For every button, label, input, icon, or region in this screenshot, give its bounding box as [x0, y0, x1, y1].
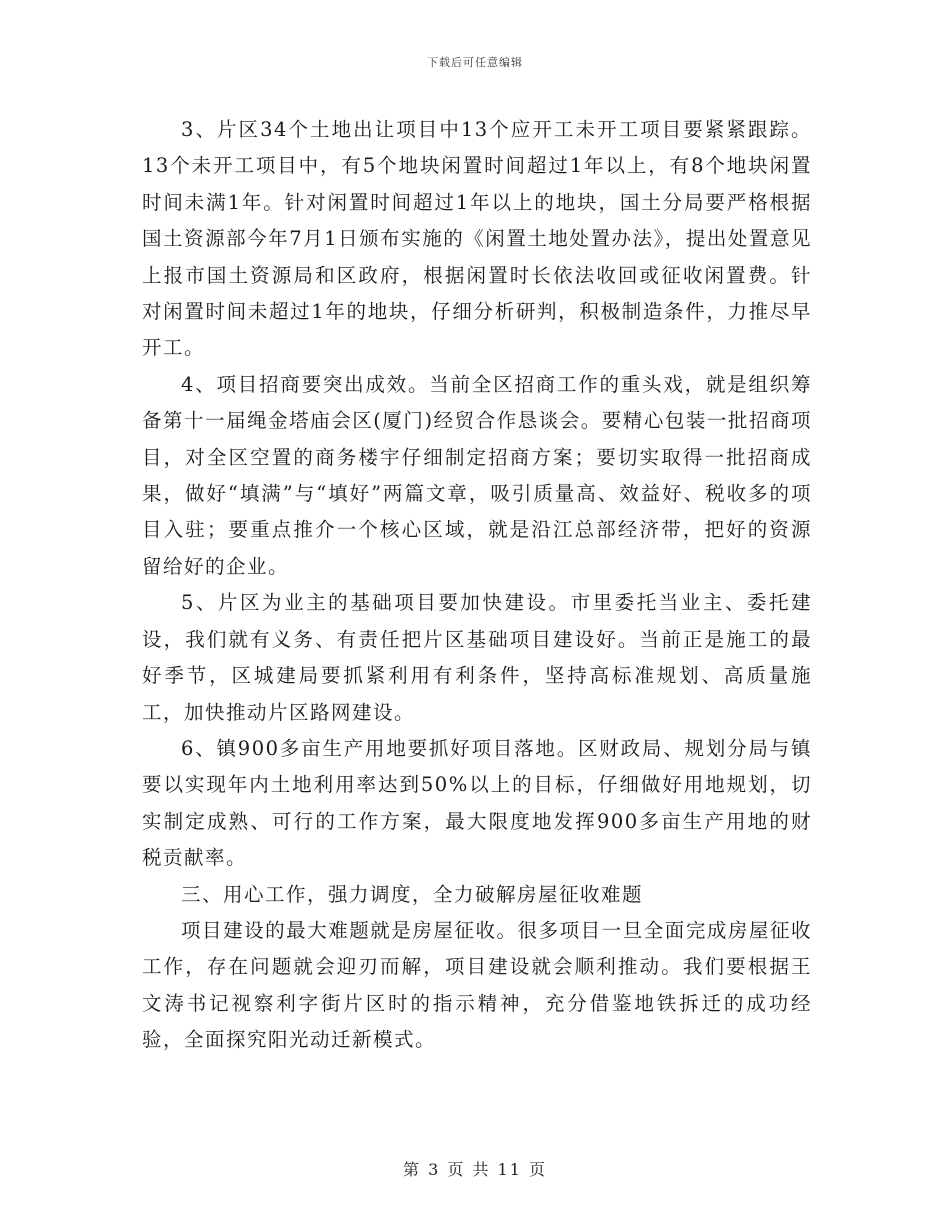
section-heading: 三、用心工作，强力调度，全力破解房屋征收难题	[181, 882, 644, 906]
paragraph-item-4: 4、项目招商要突出成效。当前全区招商工作的重头戏，就是组织筹备第十一届绳金塔庙会区(厦门)经贸合作恳谈会。要精心包装一批招商项目，对全区空置的商务楼宇仔细制定招商方案；要切实取得一批招商成果，做好“填满”与“填好”两篇文章，吸引质量高、效益好、税收多的项目入驻；要重点推介一个核心区域，就是沿江总部经济带，把好的资源留给好的企业。	[142, 372, 812, 578]
paragraph-item-6: 6、镇900多亩生产用地要抓好项目落地。区财政局、规划分局与镇要以实现年内土地利用率达到50%以上的目标，仔细做好用地规划，切实制定成熟、可行的工作方案，最大限度地发挥900多亩生产用地的财税贡献率。	[142, 736, 812, 870]
document-body	[142, 112, 812, 1059]
paragraph-section-intro: 项目建设的最大难题就是房屋征收。很多项目一旦全面完成房屋征收工作，存在问题就会迎刃而解，项目建设就会顺利推动。我们要根据王文涛书记视察利字街片区时的指示精神，充分借鉴地铁拆迁的成功经验，全面探究阳光动迁新模式。	[142, 918, 812, 1052]
paragraph-item-5: 5、片区为业主的基础项目要加快建设。市里委托当业主、委托建设，我们就有义务、有责任把片区基础项目建设好。当前正是施工的最好季节，区城建局要抓紧利用有利条件，坚持高标准规划、高质量施工，加快推动片区路网建设。	[142, 591, 812, 724]
page-number-footer: 第 3 页 共 11 页	[403, 1160, 547, 1179]
paragraph-item-3: 3、片区34个土地出让项目中13个应开工未开工项目要紧紧跟踪。13个未开工项目中，有5个地块闲置时间超过1年以上，有8个地块闲置时间未满1年。针对闲置时间超过1年以上的地块，国土分局要严格根据国土资源部今年7月1日颁布实施的《闲置土地处置办法》，提出处置意见上报市国土资源局和区政府，根据闲置时长依法收回或征收闲置费。针对闲置时间未超过1年的地块，仔细分析研判，积极制造条件，力推尽早开工。	[142, 118, 812, 360]
page-header: 下载后可任意编辑	[427, 56, 523, 69]
